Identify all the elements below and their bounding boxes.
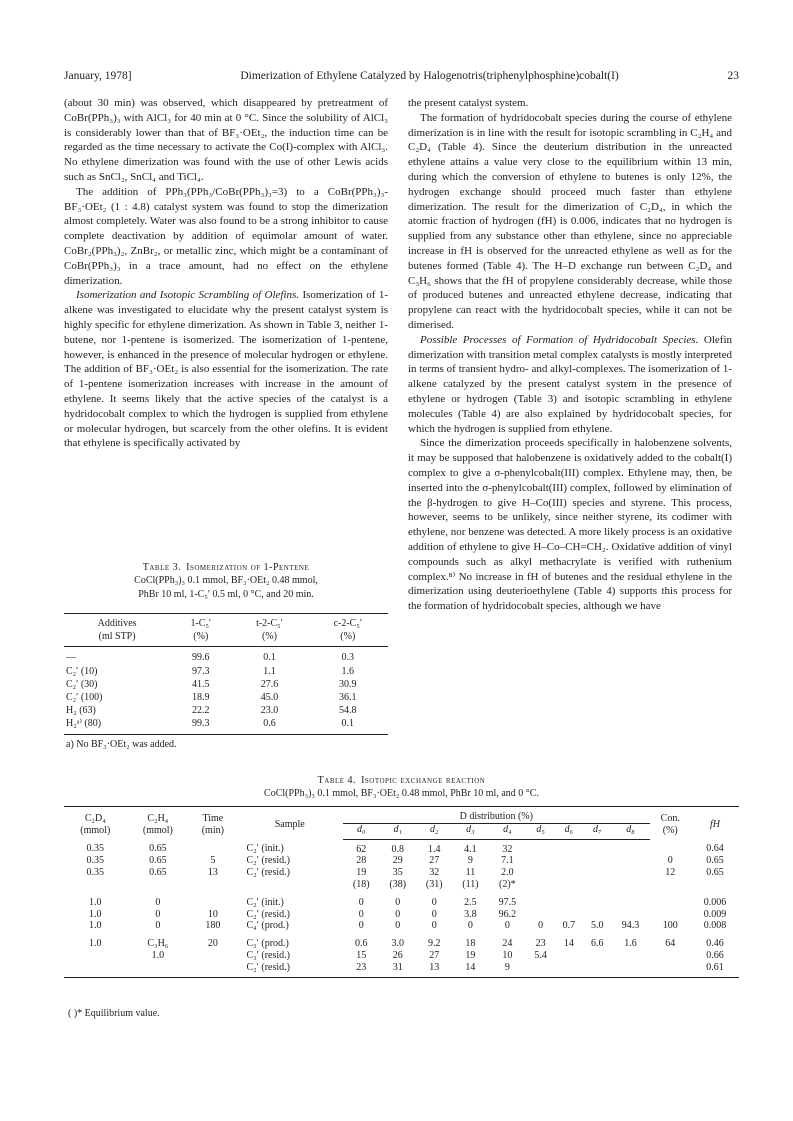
table-cell	[611, 879, 649, 891]
table-row	[64, 879, 739, 891]
table-cell: C₄′ (prod.)	[246, 920, 289, 932]
header-unit: (%)	[662, 825, 678, 837]
table-cell	[189, 891, 236, 909]
table-row	[64, 891, 739, 909]
table-cell	[583, 950, 611, 962]
table3-conditions: PhBr 10 ml, 1-C₅′ 0.5 ml, 0 °C, and 20 min.	[138, 588, 314, 600]
table-cell: (2)*	[499, 878, 516, 890]
table-cell: 0.64	[706, 843, 724, 855]
table3-title: Isomerization of 1-Pentene	[186, 562, 310, 573]
column-header	[650, 807, 691, 840]
table-cell: 5.4	[534, 949, 547, 961]
table-cell	[583, 891, 611, 909]
table-cell	[555, 891, 583, 909]
table3-label: Table 3.	[142, 562, 182, 573]
column-header: d₄	[488, 823, 526, 839]
table-cell	[650, 879, 691, 891]
table-cell: H₂ᵃ⁾ (80)	[64, 717, 170, 734]
table-cell: 0	[431, 908, 437, 920]
table-cell: 0	[358, 908, 364, 920]
table-cell: 99.6	[192, 652, 210, 664]
table-row	[64, 647, 388, 665]
table-row	[64, 678, 388, 691]
table-row	[64, 665, 388, 678]
column-header: d₇	[583, 823, 611, 839]
table-row	[64, 962, 739, 977]
table-cell	[583, 909, 611, 921]
table-cell: 5.0	[591, 920, 604, 932]
header-con: Con.	[660, 813, 680, 825]
table-cell: 0.8	[391, 843, 404, 855]
column-header: d₀	[343, 823, 380, 839]
table-cell: 15	[356, 949, 367, 961]
table-cell	[650, 962, 691, 977]
table-cell: 29	[392, 855, 403, 867]
table-cell: 7.1	[501, 855, 514, 867]
paragraph	[408, 333, 732, 437]
table-cell	[64, 962, 127, 977]
column-header: d₆	[555, 823, 583, 839]
column-header: d₈	[611, 823, 649, 839]
running-header	[64, 70, 739, 86]
table-cell: 26	[392, 949, 403, 961]
table-cell: 1.0	[89, 920, 102, 932]
table-cell	[583, 867, 611, 879]
table-cell	[526, 909, 554, 921]
table-cell	[189, 879, 236, 891]
table-cell: 22.2	[192, 705, 210, 717]
table-cell: 1.1	[263, 665, 276, 677]
table-cell	[127, 962, 190, 977]
table-cell: 97.5	[498, 896, 517, 908]
table-cell: 1.6	[341, 665, 355, 677]
header-unit: (min)	[201, 825, 224, 837]
table-cell: H₂ (63)	[66, 705, 96, 717]
table-cell: 14	[453, 962, 489, 977]
table-cell: 27.6	[260, 678, 279, 690]
table-cell: 0	[155, 896, 161, 908]
paragraph-text: Olefin dimerization with transition metal complex catalysts is mostly interpreted in terms of transient hydro- and alkyl-complexes. The isomerization of 1-alkene catalyzed by the present catalyst system in the presence of ethylene or hydrogen (Table 3) and isotopic scrambling in ethylene molecules (Table 4) are also explained by hydridocobalt species, for which the hydrogen is supplied from ethylene.	[408, 333, 733, 435]
column-header: d₃	[453, 823, 489, 839]
table-cell: C₃′ (resid.)	[246, 949, 290, 961]
table-cell: 1.0	[89, 896, 102, 908]
table3	[64, 613, 388, 751]
table-cell: 0.61	[691, 962, 739, 977]
table-cell: 0	[358, 920, 364, 932]
table-cell: C₂′ (resid.)	[237, 962, 343, 977]
table-cell	[64, 879, 127, 891]
table-cell: 2.0	[501, 867, 514, 879]
table-cell: 23	[535, 938, 546, 950]
table-cell: 0	[155, 908, 161, 920]
table-cell: C₂′ (init.)	[246, 843, 284, 855]
table-row	[64, 909, 739, 921]
column-header: 1-C₅′	[170, 614, 231, 631]
table-cell: C₂′ (100)	[66, 692, 103, 704]
table-row	[64, 867, 739, 879]
table-cell: 6.6	[591, 938, 604, 950]
table-cell	[583, 962, 611, 977]
table-cell: 9.2	[428, 938, 441, 950]
table-cell: 64	[665, 938, 676, 950]
table-cell: (11)	[462, 878, 479, 890]
table-cell	[650, 891, 691, 909]
table-cell: 1.0	[151, 949, 165, 961]
table-cell	[583, 879, 611, 891]
column-header	[189, 807, 236, 840]
table-cell	[189, 962, 236, 977]
right-column	[408, 96, 732, 614]
table-cell: 14	[563, 938, 574, 950]
table-cell: 0.65	[149, 843, 167, 855]
paragraph-text: Isomerization of 1-alkene was investigated to elucidate why the present catalyst system is highly specific for ethylene dimerization. As shown in Table 3, neither 1-butene, nor 1-pentene is isomerized. The isomerization of 1-pentene, however, is enhanced in the presence of molecular hydrogen or ethylene. The addition of BF₃·OEt₂ is also essential for the isomerization. The rate of 1-pentene isomerization increases with increase in the amount of ethylene. It seems likely that the active species of the catalyst is a hydridocobalt complex to which the hydrogen is supplied from ethylene or molecular hydrogen, but scarcely from the other olefins. It is evident that ethylene is specifically activated by	[64, 289, 388, 450]
table-cell: C₂′ (10)	[66, 665, 98, 677]
paragraph	[64, 288, 388, 451]
table-cell: 54.8	[339, 705, 357, 717]
table-cell: 18	[465, 938, 476, 950]
table-row	[64, 704, 388, 717]
column-header	[64, 807, 127, 840]
table-cell	[583, 839, 611, 855]
table-cell: 97.3	[192, 665, 210, 677]
table-cell: 45.0	[260, 692, 279, 704]
table-cell: 4.1	[464, 843, 477, 855]
table-cell: 28	[356, 855, 367, 867]
header-c2h4: C₂H₄	[147, 813, 169, 825]
column-header: Sample	[237, 807, 343, 840]
table-cell: —	[66, 652, 76, 664]
table-cell	[691, 879, 739, 891]
table-cell: C₂′ (resid.)	[246, 867, 290, 879]
table-cell: C₂′ (resid.)	[246, 908, 290, 920]
header-date: January, 1978]	[64, 70, 132, 82]
table-cell: 32	[502, 843, 513, 855]
table-cell: 32	[429, 867, 440, 879]
table-cell: 0	[431, 920, 437, 932]
paragraph: The formation of hydridocobalt species during the course of ethylene dimerization is in line with the result for isotopic scrambling in C₂H₄ and C₂D₄ (Table 4). Since the deuterium distribution in the unreacted ethylene attains a value very close to the equilibrium within 13 min, during which the conversion of ethylene to butenes is only 12%, the hydrogen exchange should proceed much faster than ethylene dimerization. The result for the dimerization of C₂D₄, in which the atomic fraction of hydrogen (fH) is 0.006, indicates that no hydrogen is supplied from any substance other than ethylene, since no appreciable increase in fH is observed for the unreacted ethylene as well as for the butenes formed (Table 4). The H–D exchange run between C₂D₄ and C₃H₆ shows that the fH of propylene considerably decrease, while those of produced butenes and unreacted ethylene decrease, indicating that propylene can react with the hydridocobalt species, while it can not be dimerised.	[408, 111, 732, 331]
table-cell: 94.3	[621, 920, 640, 932]
table-cell: 100	[662, 920, 678, 932]
table-cell: 5	[210, 855, 216, 867]
table4-conditions: CoCl(PPh₃)₃ 0.1 mmol, BF₃·OEt₂ 0.48 mmol, PhBr 10 ml, and 0 °C.	[264, 788, 539, 800]
table-cell	[583, 855, 611, 867]
table-cell: 27	[429, 855, 440, 867]
table-cell: 0	[358, 896, 364, 908]
table-cell: 3.0	[391, 938, 404, 950]
table-cell: 1.0	[89, 908, 102, 920]
table-cell	[611, 867, 649, 879]
table-cell: 10	[207, 908, 218, 920]
table-cell	[127, 879, 190, 891]
table-cell: 0.009	[703, 908, 727, 920]
table3-title-line	[64, 561, 388, 574]
table-cell	[189, 839, 236, 855]
page-number: 23	[727, 70, 739, 82]
table-cell: 0	[538, 920, 544, 932]
table-cell: 10	[502, 949, 513, 961]
table-cell: 0	[395, 896, 401, 908]
header-unit: (mmol)	[80, 825, 111, 837]
table-cell: 3.8	[464, 908, 477, 920]
section-heading: Isomerization and Isotopic Scrambling of Olefins.	[76, 289, 300, 302]
table-cell	[650, 909, 691, 921]
table-cell: 12	[665, 867, 676, 879]
table-row	[64, 691, 388, 704]
paragraph: the present catalyst system.	[408, 97, 529, 109]
table-cell	[611, 855, 649, 867]
table-cell: 1.4	[428, 843, 441, 855]
table-cell: C₂′ (init.)	[246, 896, 284, 908]
table-cell: 0.46	[706, 938, 724, 950]
table-cell: C₂′ (resid.)	[246, 855, 290, 867]
table-cell: (18)	[352, 878, 370, 890]
table-cell: 27	[429, 949, 440, 961]
table4-footnote: ( )* Equilibrium value.	[68, 1008, 160, 1019]
header-c2d4: C₂D₄	[84, 813, 106, 825]
column-group-header: D distribution (%)	[343, 807, 650, 824]
column-header: Additives	[64, 614, 170, 631]
table-cell: 0.65	[149, 855, 167, 867]
table-cell	[650, 839, 691, 855]
table-cell: 23.0	[260, 705, 279, 717]
table-cell	[555, 962, 583, 977]
table-cell: 18.9	[192, 692, 210, 704]
table-cell	[526, 855, 554, 867]
header-time: Time	[202, 813, 224, 825]
column-unit: (%)	[231, 630, 307, 647]
table-cell	[555, 950, 583, 962]
table4	[64, 806, 739, 978]
table-cell: 0.65	[706, 855, 724, 867]
table-cell: 20	[207, 938, 218, 950]
table-cell: 23	[343, 962, 380, 977]
table-cell: 0.6	[355, 938, 368, 950]
column-header: d₂	[416, 823, 453, 839]
table-cell	[526, 879, 554, 891]
table-cell: 11	[465, 867, 476, 879]
column-header	[127, 807, 190, 840]
table-cell	[611, 839, 649, 855]
table-cell	[526, 867, 554, 879]
table-cell: 0.1	[263, 652, 276, 664]
table-cell: 0	[155, 920, 161, 932]
table-cell: 35	[392, 867, 403, 879]
table-cell: 0	[395, 920, 401, 932]
table4-title-line	[64, 774, 739, 787]
table-cell: 24	[502, 938, 513, 950]
table3-footnote: a) No BF₃·OEt₂ was added.	[66, 738, 177, 750]
table-cell: 0	[431, 896, 437, 908]
table-cell: 1.0	[89, 938, 102, 950]
table-cell: 0.006	[703, 896, 727, 908]
table-cell: 0.008	[703, 920, 727, 932]
column-unit: (ml STP)	[64, 630, 170, 647]
table-row	[64, 920, 739, 932]
table-cell: 9	[467, 855, 473, 867]
table-cell: 0.1	[308, 717, 388, 734]
paragraph: (about 30 min) was observed, which disappeared by pretreatment of CoBr(PPh₃)₃ with AlCl₃ for 40 min at 0 °C. Since the solubility of AlCl₃ is considerably lower than that of BF₃·OEt₂, the induction time can be regarded as the time necessary to activate the Co(I)-complex with AlCl₃. No ethylene dimerization was found with the use of other Lewis acids such as SnCl₂, SnCl₄ and TiCl₄.	[64, 97, 388, 183]
table-cell: (31)	[425, 878, 443, 890]
table-cell: 0	[467, 920, 473, 932]
table4-title: Isotopic exchange reaction	[361, 775, 486, 786]
table-row	[64, 932, 739, 950]
table-cell: 0.35	[86, 843, 105, 855]
table-cell: 13	[207, 867, 218, 879]
table-cell: 0.65	[149, 867, 167, 879]
table-row	[64, 855, 739, 867]
header-fh: fH	[709, 819, 720, 831]
table-cell: 1.6	[624, 938, 637, 950]
column-header: t-2-C₅′	[231, 614, 307, 631]
table-row	[64, 950, 739, 962]
section-heading: Possible Processes of Formation of Hydridocobalt Species.	[420, 333, 699, 346]
table-cell: 0.6	[231, 717, 307, 734]
table-cell	[611, 962, 649, 977]
table-cell: C₃′ (prod.)	[246, 938, 289, 950]
table-cell	[611, 891, 649, 909]
table-cell	[611, 909, 649, 921]
column-header	[691, 807, 739, 840]
table-cell: 0.3	[341, 652, 355, 664]
table-row	[64, 717, 388, 734]
table-cell	[237, 879, 343, 891]
table-cell: 96.2	[498, 908, 517, 920]
column-unit: (%)	[308, 630, 388, 647]
table-cell: 0.35	[86, 867, 105, 879]
table-cell: 62	[356, 843, 367, 855]
table4-body	[64, 839, 739, 977]
column-header: d₁	[380, 823, 417, 839]
table-cell	[526, 962, 554, 977]
table-cell: 99.3	[170, 717, 231, 734]
table-cell	[526, 839, 554, 855]
column-header: c-2-C₅′	[308, 614, 388, 631]
table-cell: 0	[667, 855, 673, 867]
table-cell: C₃H₆	[147, 938, 169, 950]
table4-caption	[64, 774, 739, 801]
table-cell	[64, 950, 127, 962]
table-cell: 0.7	[562, 920, 576, 932]
table-cell: 2.5	[464, 896, 477, 908]
table3-conditions: CoCl(PPh₃)₃ 0.1 mmol, BF₃·OEt₂ 0.48 mmol,	[134, 575, 318, 587]
table-cell	[555, 879, 583, 891]
table-cell	[555, 909, 583, 921]
column-header: d₅	[526, 823, 554, 839]
table-cell: 36.1	[339, 692, 357, 704]
table-cell: 13	[416, 962, 453, 977]
header-unit: (mmol)	[142, 825, 173, 837]
table-cell: 19	[465, 949, 476, 961]
table-cell: 41.5	[192, 678, 210, 690]
table-cell: C₂′ (30)	[66, 678, 98, 690]
table3-caption	[64, 561, 388, 601]
table-cell: 31	[380, 962, 417, 977]
table-cell: 19	[356, 867, 367, 879]
table-cell: 180	[205, 920, 221, 932]
table-cell: 0.66	[706, 949, 724, 961]
table-cell	[611, 950, 649, 962]
paragraph: Since the dimerization proceeds specifically in halobenzene solvents, it may be supposed that halobenzene is oxidatively added to the cobalt(I) complex to give a σ-phenylcobalt(III) complex. Ethylene may, then, be inserted into the σ-phenylcobalt(III) complex, followed by elimination of the β-hydrogen to give H–Co(III) species and styrene. This process, however, seems to be unlikely, since neither styrene, its codimer with ethylene, nor benzene was detected. A more likely process is an oxidative addition of ethylene to give H–Co–CH=CH₂. Oxidative addition of vinyl compounds such as alkyl methacrylate is verified with ruthenium complex.⁸⁾ No increase in fH of butenes and the residual ethylene in the dimerization using deuterioethylene (Table 4) supports this process for the formation of hydridocobalt species, although we have	[408, 437, 732, 613]
table-cell: 0	[504, 920, 510, 932]
table-cell: 0.65	[706, 867, 724, 879]
table-row	[64, 839, 739, 855]
table3-body	[64, 647, 388, 734]
header-title: Dimerization of Ethylene Catalyzed by Halogenotris(triphenylphosphine)cobalt(I)	[240, 70, 619, 82]
column-unit: (%)	[170, 630, 231, 647]
table-cell	[650, 950, 691, 962]
table4-label: Table 4.	[317, 775, 357, 786]
table-cell: (38)	[389, 878, 407, 890]
table-cell: 30.9	[339, 678, 357, 690]
left-column	[64, 96, 388, 451]
table-cell	[526, 891, 554, 909]
paragraph: The addition of PPh₃(PPh₃/CoBr(PPh₃)₃=3) to a CoBr(PPh₃)₃-BF₃·OEt₂ (1 : 4.8) catalyst system was found to stop the dimerization almost completely. Water was also found to be a strong inhibitor to cause complete deactivation by addition of equimolar amount of water. CoBr₂(PPh₃)₂, ZnBr₂, or metallic zinc, which might be a contaminant of CoBr(PPh₃)₃ in a trace amount, had no effect on the ethylene dimerization.	[64, 185, 388, 287]
table-cell	[189, 950, 236, 962]
table-cell: 0.35	[86, 855, 105, 867]
table-cell	[555, 855, 583, 867]
table-cell: 0	[395, 908, 401, 920]
table-cell	[555, 839, 583, 855]
table-cell	[555, 867, 583, 879]
table-cell: 9	[488, 962, 526, 977]
